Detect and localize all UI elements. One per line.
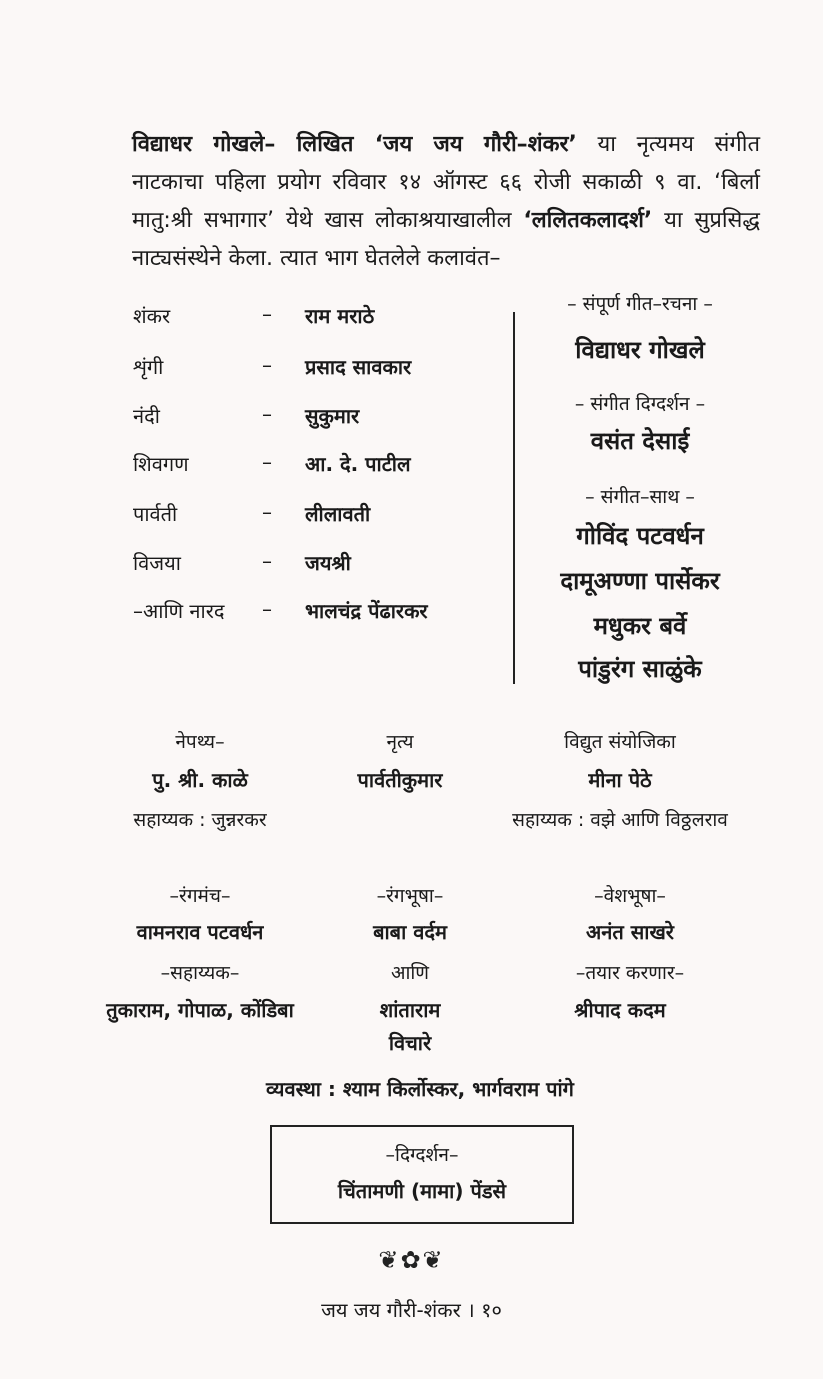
- makeup-heading: –रंगभूषा–: [376, 885, 444, 907]
- dance-name: पार्वतीकुमार: [357, 768, 443, 792]
- stage-name: वामनराव पटवर्धन: [136, 920, 264, 944]
- cast-dash: –: [262, 302, 272, 326]
- accompanist-name: दामूअण्णा पार्सेकर: [560, 567, 720, 595]
- cast-actor: लीलावती: [305, 502, 371, 526]
- nepathya-assistant: सहाय्यक : जुन्नरकर: [133, 809, 267, 831]
- intro-line-1: [132, 126, 760, 164]
- cast-dash: –: [262, 353, 272, 377]
- director-name: चिंतामणी (मामा) पेंडसे: [337, 1179, 507, 1203]
- intro-paragraph: [132, 126, 760, 278]
- costume-heading: –वेशभूषा–: [594, 885, 666, 907]
- lyricist-name: विद्याधर गोखले: [575, 336, 705, 364]
- author-name: विद्याधर गोखले: [132, 132, 265, 157]
- music-direction-heading: – संगीत दिग्दर्शन –: [574, 393, 706, 415]
- costume-maker-name: श्रीपाद कदम: [574, 998, 666, 1022]
- cast-role: –आणि नारद: [133, 599, 225, 623]
- intro-text: या नृत्यमय संगीत: [576, 132, 761, 157]
- cast-role: विजया: [133, 551, 181, 575]
- cast-role: पार्वती: [133, 502, 178, 526]
- page-footer: जय जय गौरी-शंकर । १०: [321, 1298, 502, 1322]
- music-director-name: वसंत देसाई: [590, 427, 690, 455]
- cast-actor: भालचंद्र पेंढारकर: [305, 599, 428, 623]
- cast-role: शंकर: [133, 304, 171, 328]
- makeup-name: विचारे: [388, 1031, 432, 1055]
- accompanist-name: गोविंद पटवर्धन: [576, 522, 704, 550]
- accompanist-name: मधुकर बर्वे: [593, 612, 687, 640]
- costume-maker-heading: –तयार करणार–: [575, 962, 685, 984]
- intro-line-4: नाट्यसंस्थेने केला. त्यात भाग घेतलेले कलावंत–: [132, 246, 501, 271]
- makeup-and: आणि: [390, 962, 430, 984]
- intro-line-2: नाटकाचा पहिला प्रयोग रविवार १४ ऑगस्ट ६६ रोजी सकाळी ९ वा. ‘बिर्ला: [132, 170, 760, 195]
- lighting-assistant: सहाय्यक : वझे आणि विठ्ठलराव: [512, 809, 728, 831]
- nepathya-heading: नेपथ्य–: [175, 731, 225, 753]
- play-title: ‘जय जय गौरी–शंकर’: [374, 132, 577, 157]
- makeup-name: बाबा वर्दम: [373, 920, 447, 944]
- intro-text: – लिखित: [264, 132, 375, 157]
- nepathya-name: पु. श्री. काळे: [152, 768, 248, 792]
- cast-dash: –: [262, 549, 272, 573]
- accompaniment-heading: – संगीत–साथ –: [585, 486, 695, 508]
- floral-ornament-icon: ❦✿❦: [378, 1246, 445, 1274]
- management-credit: व्यवस्था : श्याम किर्लोस्कर, भार्गवराम पांगे: [266, 1077, 574, 1101]
- cast-role: नंदी: [133, 404, 160, 428]
- intro-text: या सुप्रसिद्ध: [652, 208, 760, 233]
- troupe-name: ‘ललितकलादर्श’: [523, 208, 653, 233]
- cast-dash: –: [262, 450, 272, 474]
- direction-heading: –दिग्दर्शन–: [385, 1144, 459, 1166]
- cast-actor: सुकुमार: [305, 404, 360, 428]
- makeup-name: शांताराम: [379, 998, 441, 1022]
- stage-heading: –रंगमंच–: [169, 885, 231, 907]
- cast-actor: राम मराठे: [305, 304, 375, 328]
- cast-dash: –: [262, 402, 272, 426]
- dance-heading: नृत्य: [386, 731, 414, 753]
- cast-role: शृंगी: [133, 355, 164, 379]
- intro-text: मातु:श्री सभागार’ येथे खास लोकाश्रयाखालील: [132, 208, 524, 233]
- accompanist-name: पांडुरंग साळुंके: [578, 655, 702, 683]
- cast-actor: प्रसाद सावकार: [305, 355, 412, 379]
- cast-role: शिवगण: [133, 452, 189, 476]
- intro-line-3: [132, 202, 760, 240]
- costume-name: अनंत साखरे: [586, 920, 674, 944]
- stage-assistant-names: तुकाराम, गोपाळ, कोंडिबा: [106, 998, 294, 1022]
- lyrics-heading: – संपूर्ण गीत–रचना –: [567, 293, 713, 315]
- lighting-name: मीना पेठे: [588, 768, 652, 792]
- stage-assistant-heading: –सहाय्यक–: [160, 962, 240, 984]
- lighting-heading: विद्युत संयोजिका: [564, 731, 676, 753]
- direction-box: [270, 1125, 574, 1224]
- cast-actor: आ. दे. पाटील: [305, 452, 411, 476]
- cast-dash: –: [262, 597, 272, 621]
- cast-dash: –: [262, 500, 272, 524]
- cast-actor: जयश्री: [305, 551, 351, 575]
